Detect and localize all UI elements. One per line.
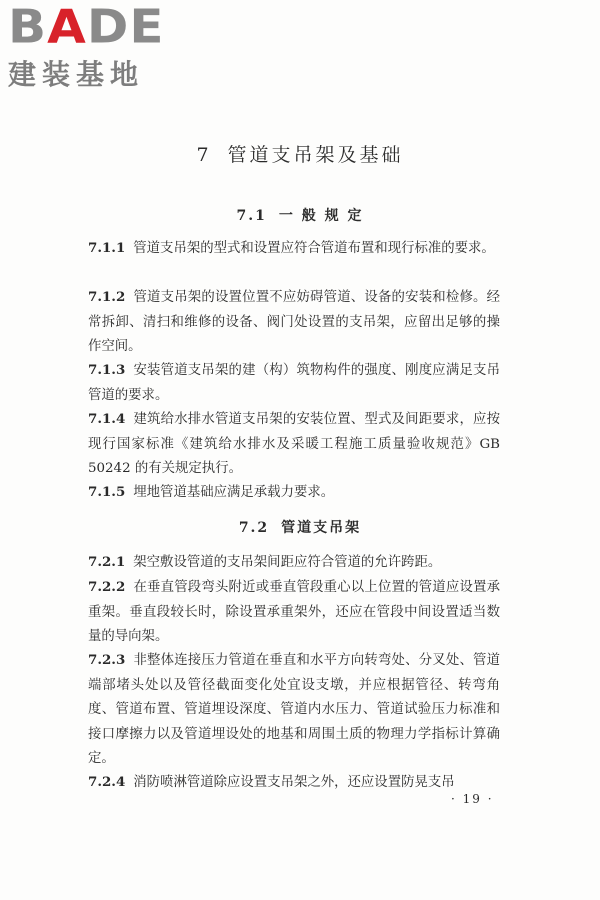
clause-7-1-4: 7.1.4 建筑给水排水管道支吊架的安装位置、型式及间距要求，应按现行国家标准《建筑给水排水及采暖工程施工质量验收规范》GB 50242 的有关规定执行。 [88,411,500,476]
logo-subtitle: 建装基地 [8,58,145,91]
chapter-title [0,140,600,167]
clause-7-1-5: 7.1.5 埋地管道基础应满足承载力要求。 [88,484,335,500]
page-number: · 19 · [451,792,494,806]
section-heading-7-2: 7.2 管道支吊架 [238,520,362,536]
chapter-name: 管道支吊架及基础 [227,144,404,166]
clause-7-2-1: 7.2.1 架空敷设管道的支吊架间距应符合管道的允许跨距。 [88,554,442,570]
clause-7-2-4: 7.2.4 消防喷淋管道除应设置支吊架之外，还应设置防晃支吊 [88,774,455,790]
section-heading-7-1: 7.1 一 般 规 定 [236,208,364,224]
logo-wordmark: BADE [8,0,165,54]
clause-7-1-1: 7.1.1 管道支吊架的型式和设置应符合管道布置和现行标准的要求。 [88,240,495,256]
chapter-number: 7 [196,144,212,166]
clause-7-1-3: 7.1.3 安装管道支吊架的建（构）筑物构件的强度、刚度应满足支吊管道的要求。 [88,362,500,403]
clause-7-2-2: 7.2.2 在垂直管段弯头附近或垂直管段重心以上位置的管道应设置承重架。垂直段较长时，除设置承重架外，还应在管段中间设置适当数量的导向架。 [88,579,500,644]
clause-7-1-2: 7.1.2 管道支吊架的设置位置不应妨碍管道、设备的安装和检修。经常拆卸、清扫和维修的设备、阀门处设置的支吊架，应留出足够的操作空间。 [88,289,500,354]
clause-7-2-3: 7.2.3 非整体连接压力管道在垂直和水平方向转弯处、分叉处、管道端部堵头处以及管径截面变化处宜设支墩，并应根据管径、转弯角度、管道布置、管道埋设深度、管道内水压力、管道试验压力标准和接口摩擦力以及管道埋设处的地基和周围土质的物理力学指标计算确定。 [88,652,500,766]
